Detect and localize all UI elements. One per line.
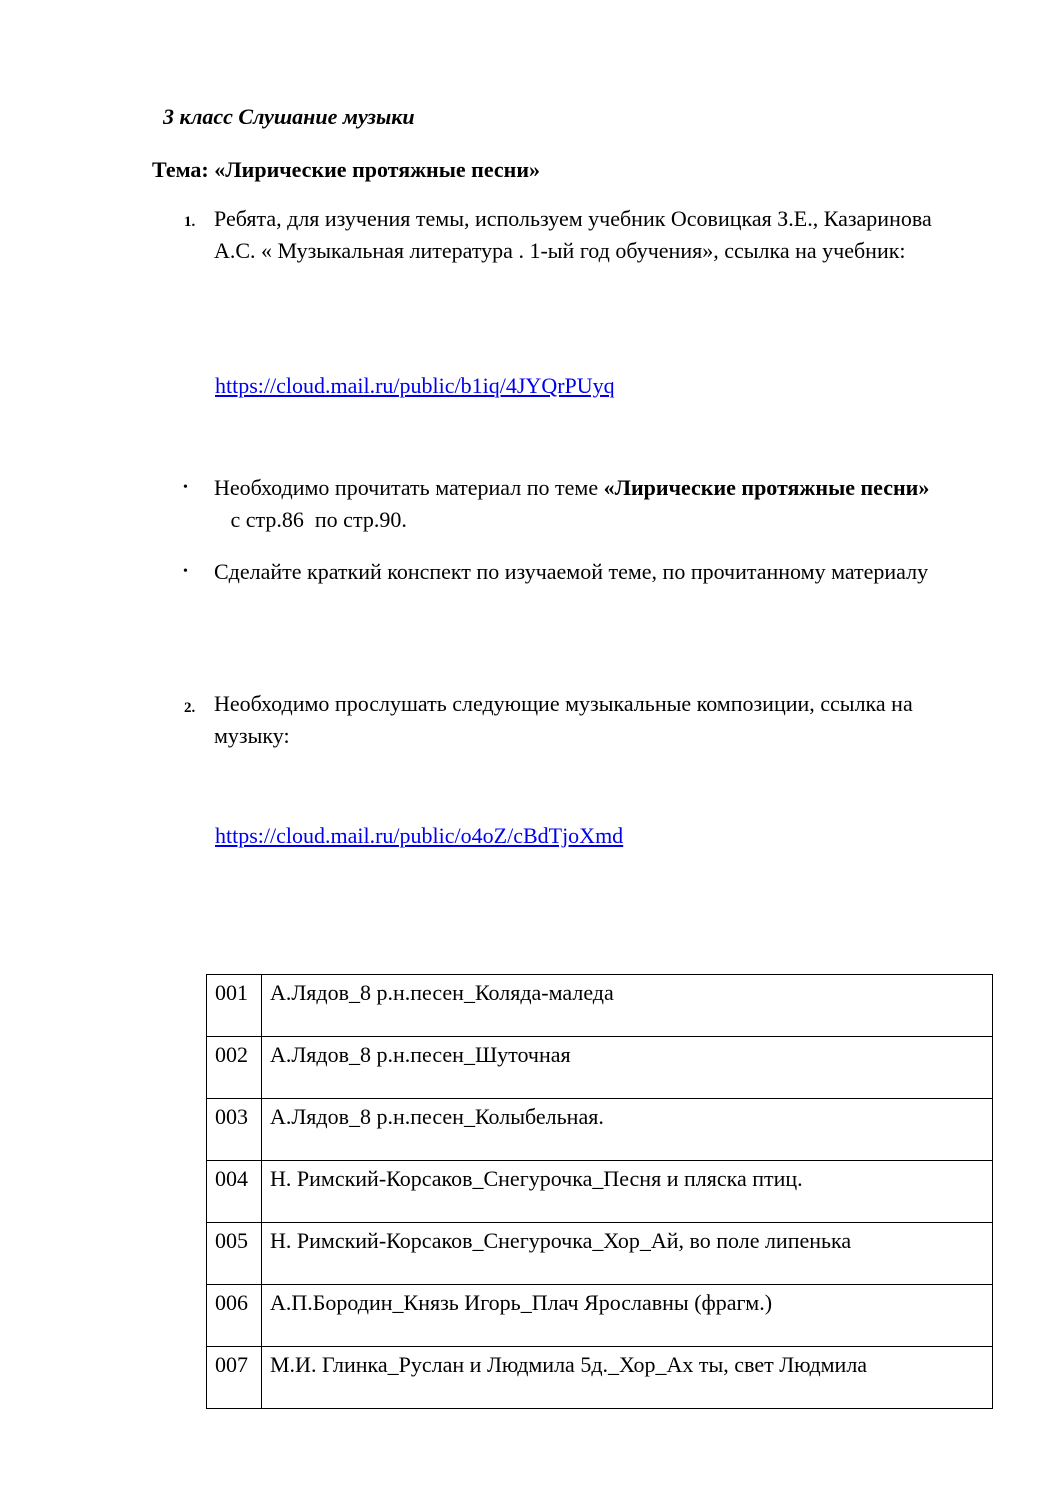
table-row xyxy=(207,975,993,1037)
table-row xyxy=(207,1037,993,1099)
list-marker-1: 1. xyxy=(184,214,196,230)
topic-heading: Тема: «Лирические протяжные песни» xyxy=(152,157,540,182)
track-name: Н. Римский-Корсаков_Снегурочка_Хор_Ай, во поле липенька xyxy=(262,1223,993,1285)
bullet-read-text: Необходимо прочитать материал по теме xyxy=(214,475,604,500)
table-row xyxy=(207,1347,993,1409)
page-title: 3 класс Слушание музыки xyxy=(163,104,415,129)
track-name: А.Лядов_8 р.н.песен_Коляда-маледа xyxy=(262,975,993,1037)
music-link[interactable]: https://cloud.mail.ru/public/o4oZ/cBdTjoXmd xyxy=(215,823,624,848)
list-marker-2: 2. xyxy=(184,700,196,716)
table-row xyxy=(207,1285,993,1347)
track-name: А.Лядов_8 р.н.песен_Шуточная xyxy=(262,1037,993,1099)
bullet-read-pages: с стр.86 по стр.90. xyxy=(214,507,407,532)
bullet-read-topic: «Лирические протяжные песни» xyxy=(603,475,930,500)
item2-text: Необходимо прослушать следующие музыкальные композиции, ссылка на музыку: xyxy=(214,691,913,748)
track-name: М.И. Глинка_Руслан и Людмила 5д._Хор_Ах ты, свет Людмила xyxy=(262,1347,993,1409)
tracks-table xyxy=(206,974,993,1409)
item1-text: Ребята, для изучения темы, используем учебник Осовицкая З.Е., Казаринова А.С. « Музыкальная литература . 1-ый год обучения», ссылка на учебник: xyxy=(214,206,932,263)
track-number: 003 xyxy=(207,1099,262,1161)
track-name: Н. Римский-Корсаков_Снегурочка_Песня и пляска птиц. xyxy=(262,1161,993,1223)
bullet-icon: • xyxy=(183,480,188,495)
bullet-icon: • xyxy=(183,564,188,579)
track-number: 005 xyxy=(207,1223,262,1285)
textbook-link[interactable]: https://cloud.mail.ru/public/b1iq/4JYQrPUyq xyxy=(215,373,615,398)
bullet-item-read xyxy=(214,472,954,536)
table-row xyxy=(207,1099,993,1161)
track-number: 001 xyxy=(207,975,262,1037)
table-row xyxy=(207,1223,993,1285)
track-name: А.П.Бородин_Князь Игорь_Плач Ярославны (фрагм.) xyxy=(262,1285,993,1347)
track-number: 007 xyxy=(207,1347,262,1409)
bullet-item-summary: Сделайте краткий конспект по изучаемой теме, по прочитанному материалу xyxy=(214,559,929,584)
table-row xyxy=(207,1161,993,1223)
track-number: 006 xyxy=(207,1285,262,1347)
track-number: 004 xyxy=(207,1161,262,1223)
track-number: 002 xyxy=(207,1037,262,1099)
track-name: А.Лядов_8 р.н.песен_Колыбельная. xyxy=(262,1099,993,1161)
